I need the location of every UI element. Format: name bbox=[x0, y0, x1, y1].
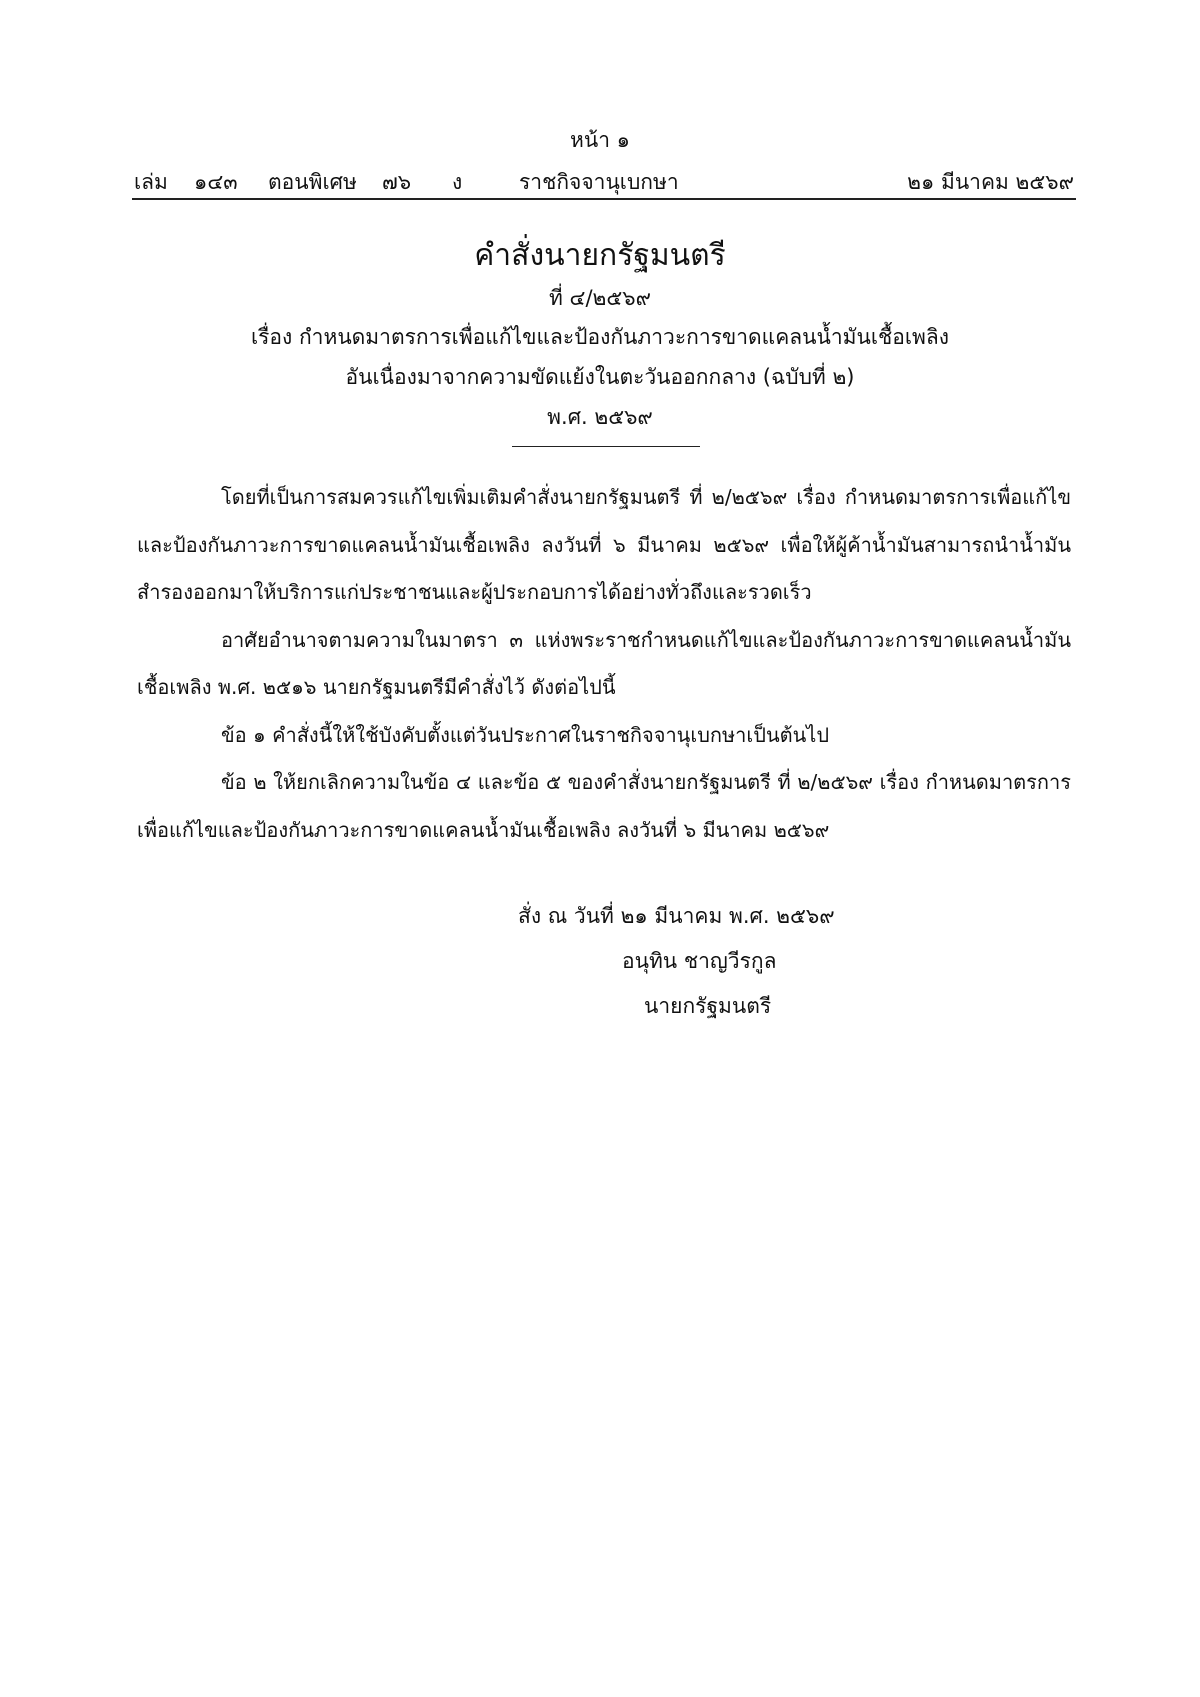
title-divider bbox=[512, 446, 700, 447]
paragraph-authority: อาศัยอำนาจตามความในมาตรา ๓ แห่งพระราชกำหนดแก้ไขและป้องกันภาวะการขาดแคลนน้ำมันเชื้อเพลิง พ.ศ. ๒๕๑๖ นายกรัฐมนตรีมีคำสั่งไว้ ดังต่อไปนี้ bbox=[137, 627, 1071, 699]
section-letter: ง bbox=[452, 170, 463, 194]
document-body bbox=[137, 474, 1071, 854]
document-title: คำสั่งนายกรัฐมนตรี bbox=[474, 238, 726, 273]
paragraph-clause-1: ข้อ ๑ คำสั่งนี้ให้ใช้บังคับตั้งแต่วันประกาศในราชกิจจานุเบกษาเป็นต้นไป bbox=[221, 722, 830, 747]
gazette-header bbox=[134, 166, 1074, 198]
signature-block bbox=[480, 894, 930, 1029]
gazette-name: ราชกิจจานุเบกษา bbox=[519, 170, 679, 194]
header-date: ๒๑ มีนาคม ๒๕๖๙ bbox=[907, 170, 1074, 194]
paragraph-clause-2: ข้อ ๒ ให้ยกเลิกความในข้อ ๔ และข้อ ๕ ของคำสั่งนายกรัฐมนตรี ที่ ๒/๒๕๖๙ เรื่อง กำหนดมาตรการเพื่อแก้ไขและป้องกันภาวะการขาดแคลนน้ำมันเชื้อเพลิง ลงวันที่ ๖ มีนาคม ๒๕๖๙ bbox=[137, 770, 1071, 842]
subject-line-2: อันเนื่องมาจากความขัดแย้งในตะวันออกกลาง (ฉบับที่ ๒) bbox=[345, 365, 855, 389]
section-number: ๗๖ bbox=[382, 170, 412, 194]
document-year: พ.ศ. ๒๕๖๙ bbox=[547, 405, 653, 429]
signature-date: สั่ง ณ วันที่ ๒๑ มีนาคม พ.ศ. ๒๕๖๙ bbox=[518, 904, 835, 928]
signatory-name: อนุทิน ชาญวีรกูล bbox=[622, 949, 777, 973]
volume-number: ๑๔๓ bbox=[194, 170, 238, 194]
signatory-position: นายกรัฐมนตรี bbox=[644, 994, 772, 1018]
subject-line-1: เรื่อง กำหนดมาตรการเพื่อแก้ไขและป้องกันภาวะการขาดแคลนน้ำมันเชื้อเพลิง bbox=[250, 325, 950, 349]
page-number: หน้า ๑ bbox=[570, 128, 630, 152]
paragraph-preamble: โดยที่เป็นการสมควรแก้ไขเพิ่มเติมคำสั่งนายกรัฐมนตรี ที่ ๒/๒๕๖๙ เรื่อง กำหนดมาตรการเพื่อแก้ไขและป้องกันภาวะการขาดแคลนน้ำมันเชื้อเพลิง ลงวันที่ ๖ มีนาคม ๒๕๖๙ เพื่อให้ผู้ค้าน้ำมันสามารถนำน้ำมันสำรองออกมาให้บริการแก่ประชาชนและผู้ประกอบการได้อย่างทั่วถึงและรวดเร็ว bbox=[137, 485, 1071, 604]
header-divider bbox=[132, 198, 1076, 200]
section-label: ตอนพิเศษ bbox=[268, 170, 357, 194]
order-number: ที่ ๔/๒๕๖๙ bbox=[549, 286, 651, 310]
volume-label: เล่ม bbox=[134, 170, 168, 194]
